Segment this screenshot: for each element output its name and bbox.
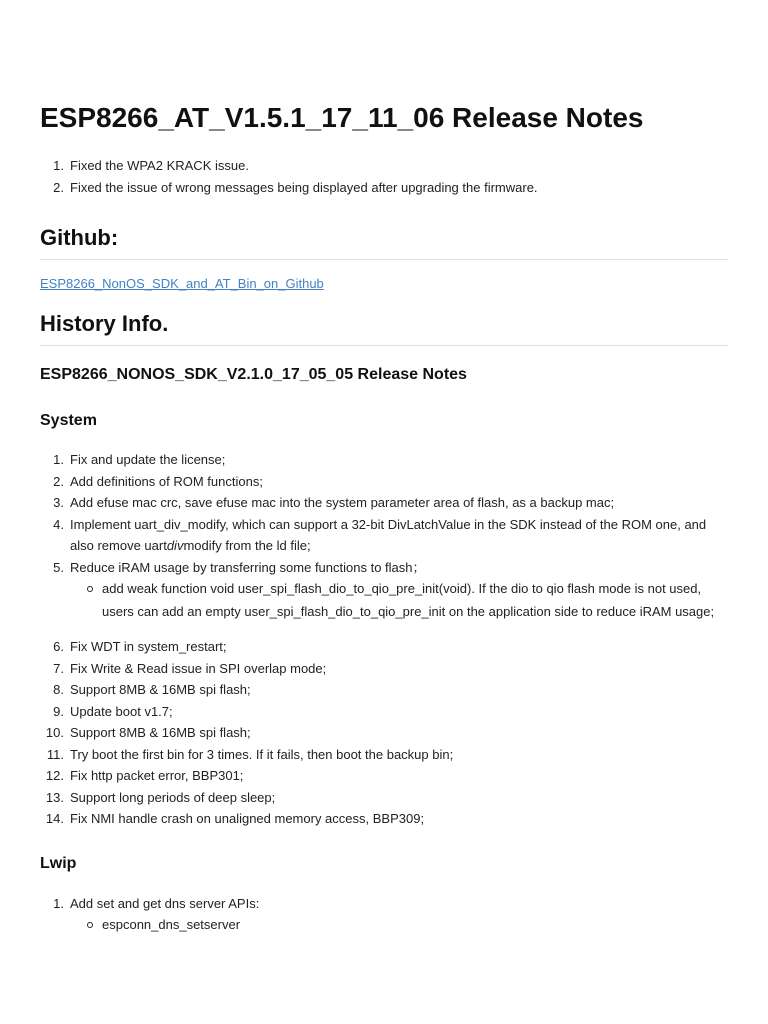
list-item: 3. Add efuse mac crc, save efuse mac into the system parameter area of flash, as a backup mac; [53,495,615,510]
list-item: 7. Fix Write & Read issue in SPI overlap mode; [53,660,327,676]
list-item: 1. Fixed the WPA2 KRACK issue. [53,158,249,173]
list-item: 2. Add definitions of ROM functions; [53,473,263,489]
system-heading: System [40,412,97,429]
list-item: 12. Fix http packet error, BBP301; [45,768,244,783]
list-item: 2. Fixed the issue of wrong messages being displayed after upgrading the firmware. [53,179,538,195]
list-item: 13. Support long periods of deep sleep; [45,789,276,805]
system-list [40,449,728,830]
page-title: ESP8266_AT_V1.5.1_17_11_06 Release Notes [40,102,644,133]
list-item: 1. Fix and update the license; [53,452,226,467]
list-item: 9. Update boot v1.7; [53,703,173,719]
sdk-release-title: ESP8266_NONOS_SDK_V2.1.0_17_05_05 Release Notes [40,366,467,383]
list-item: 14. Fix NMI handle crash on unaligned memory access, BBP309; [45,811,425,826]
list-item: 5. Reduce iRAM usage by transferring some functions to flash； add weak function void user_spi_flash_dio_to_qio_pre_init(void). If the dio to qio flash mode is not used, users can add an empty user_spi_flash_dio_to_qio_pre_init on the application side to reduce iRAM usage; [40,557,728,637]
release-list [40,155,728,198]
github-link-row [40,274,728,294]
sub-list [70,914,728,937]
sub-list-item: add weak function void user_spi_flash_dio_to_qio_pre_init(void). If the dio to qio flash mode is not used, users can add an empty user_spi_flash_dio_to_qio_pre_init on the application side to reduce iRAM usage; [100,578,728,623]
list-item: 8. Support 8MB & 16MB spi flash; [53,682,251,697]
history-heading: History Info. [40,310,728,346]
list-item: 11. Try boot the first bin for 3 times. If it fails, then boot the backup bin; [46,746,454,762]
sub-list [70,578,728,636]
sub-list-item: espconn_dns_setserver [100,914,728,937]
list-item: 4. Implement uart_div_modify, which can support a 32-bit DivLatchValue in the SDK instead of the ROM one, and also remove uartdivmodify from the ld file; [53,516,707,553]
lwip-heading: Lwip [40,854,77,872]
lwip-list [40,893,728,937]
list-item: 10. Support 8MB & 16MB spi flash; [45,725,251,740]
list-item: 1. Add set and get dns server APIs: espconn_dns_setserver [40,893,728,937]
list-item: 6. Fix WDT in system_restart; [53,639,227,654]
github-heading: Github: [40,224,728,260]
github-link[interactable]: ESP8266_NonOS_SDK_and_AT_Bin_on_Github [40,276,324,291]
